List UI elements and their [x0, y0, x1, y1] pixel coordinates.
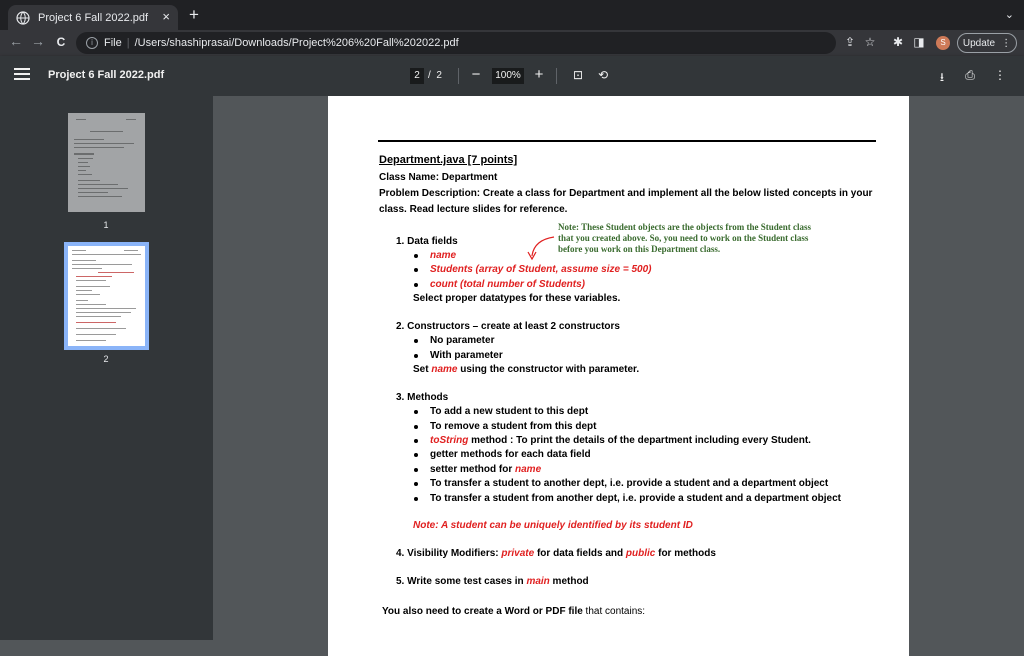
arrow-icon — [526, 234, 558, 262]
top-rule — [378, 140, 876, 142]
tab-title: Project 6 Fall 2022.pdf — [38, 11, 149, 24]
constructor-with-param: With parameter — [430, 350, 503, 361]
url-separator: | — [126, 37, 130, 49]
visibility-modifiers: 4. Visibility Modifiers: private for data fields and public for methods — [396, 548, 716, 559]
toolbar-divider — [458, 68, 459, 84]
url-path: /Users/shashiprasai/Downloads/Project%206%20Fall%202022.pdf — [134, 37, 459, 49]
toolbar-divider — [556, 68, 557, 84]
share-icon[interactable]: ⇪ — [844, 35, 856, 49]
section-heading: Department.java [7 points] — [379, 154, 518, 166]
browser-toolbar — [0, 30, 1024, 56]
new-tab-button[interactable]: + — [189, 5, 199, 24]
extensions-icon[interactable]: ✱ — [892, 35, 904, 49]
bullet — [414, 410, 418, 414]
more-options-icon[interactable]: ⋮ — [994, 68, 1006, 82]
closing-instruction: You also need to create a Word or PDF file that contains: — [382, 606, 646, 617]
field-name: name — [430, 250, 457, 261]
update-menu-icon: ⋮ — [1001, 37, 1012, 49]
globe-icon — [16, 11, 30, 25]
fit-page-icon[interactable]: ⊡ — [572, 68, 584, 82]
document-title: Project 6 Fall 2022.pdf — [48, 69, 165, 81]
bullet — [414, 283, 418, 287]
student-note-line-1: Note: These Student objects are the objects from the Student class — [558, 222, 811, 232]
page-number-input[interactable]: 2 — [410, 68, 424, 84]
print-icon[interactable]: ⎙ — [965, 68, 975, 82]
problem-description: Problem Description: Create a class for Department and implement all the below listed concepts in your — [379, 188, 873, 199]
tab-project-pdf[interactable] — [8, 5, 178, 30]
tab-strip — [0, 0, 1024, 30]
side-panel-icon[interactable]: ◨ — [913, 35, 925, 49]
bookmark-star-icon[interactable]: ☆ — [864, 35, 876, 49]
tab-search-icon[interactable]: ⌄ — [1004, 9, 1014, 21]
forward-icon[interactable]: → — [31, 33, 45, 49]
page-thumbnail-1[interactable] — [68, 113, 145, 212]
info-icon[interactable]: i — [86, 37, 98, 49]
avatar[interactable]: S — [936, 36, 950, 50]
method-getters: getter methods for each data field — [430, 449, 591, 460]
update-button[interactable] — [957, 33, 1017, 53]
zoom-out-button[interactable]: − — [471, 66, 481, 83]
page-count: / 2 — [428, 70, 442, 81]
bullet — [414, 468, 418, 472]
problem-description-cont: class. Read lecture slides for reference. — [379, 204, 568, 215]
rotate-icon[interactable]: ⟲ — [597, 68, 609, 82]
class-name: Class Name: Department — [379, 172, 498, 183]
methods-heading: 3. Methods — [396, 392, 449, 403]
method-transfer-from: To transfer a student from another dept, i.e. provide a student and a department object — [430, 493, 841, 504]
method-remove: To remove a student from this dept — [430, 421, 597, 432]
bullet — [414, 497, 418, 501]
pdf-toolbar — [0, 56, 1024, 96]
student-note-line-3: before you work on this Department class. — [558, 244, 721, 254]
thumbnail-sidebar — [0, 96, 213, 640]
tab-close-icon[interactable]: × — [162, 9, 170, 24]
datatypes-instruction: Select proper datatypes for these variables. — [413, 293, 621, 304]
bullet — [414, 268, 418, 272]
field-students: Students (array of Student, assume size = 500) — [430, 264, 652, 275]
update-label: Update — [962, 37, 996, 49]
address-bar[interactable] — [76, 32, 836, 54]
thumbnail-label-2: 2 — [103, 354, 109, 364]
bullet — [414, 482, 418, 486]
pdf-page-2 — [328, 96, 909, 656]
bullet — [414, 453, 418, 457]
bullet — [414, 425, 418, 429]
student-note-line-2: that you created above. So, you need to work on the Student class — [558, 233, 809, 243]
method-transfer-to: To transfer a student to another dept, i.e. provide a student and a department object — [430, 478, 829, 489]
page-thumbnail-2[interactable] — [64, 242, 149, 350]
zoom-in-button[interactable]: + — [534, 66, 544, 83]
bullet — [414, 254, 418, 258]
method-tostring: toString method : To print the details of the department including every Student. — [430, 435, 811, 446]
reload-icon[interactable]: C — [56, 35, 66, 49]
constructor-instruction: Set name using the constructor with parameter. — [413, 364, 640, 375]
back-icon[interactable]: ← — [9, 33, 23, 49]
constructor-no-param: No parameter — [430, 335, 495, 346]
field-count: count (total number of Students) — [430, 279, 585, 290]
data-fields-heading: 1. Data fields — [396, 236, 458, 247]
menu-icon[interactable] — [14, 68, 30, 82]
bullet — [414, 354, 418, 358]
method-setter: setter method for name — [430, 464, 542, 475]
bullet — [414, 339, 418, 343]
student-id-note: Note: A student can be uniquely identified by its student ID — [413, 520, 693, 531]
thumbnail-label-1: 1 — [103, 220, 109, 230]
url-scheme: File — [104, 37, 122, 49]
constructors-heading: 2. Constructors – create at least 2 constructors — [396, 321, 620, 332]
bullet — [414, 439, 418, 443]
test-cases: 5. Write some test cases in main method — [396, 576, 589, 587]
download-icon[interactable]: ⭳ — [939, 70, 945, 84]
zoom-input[interactable]: 100% — [492, 68, 524, 84]
method-add: To add a new student to this dept — [430, 406, 589, 417]
